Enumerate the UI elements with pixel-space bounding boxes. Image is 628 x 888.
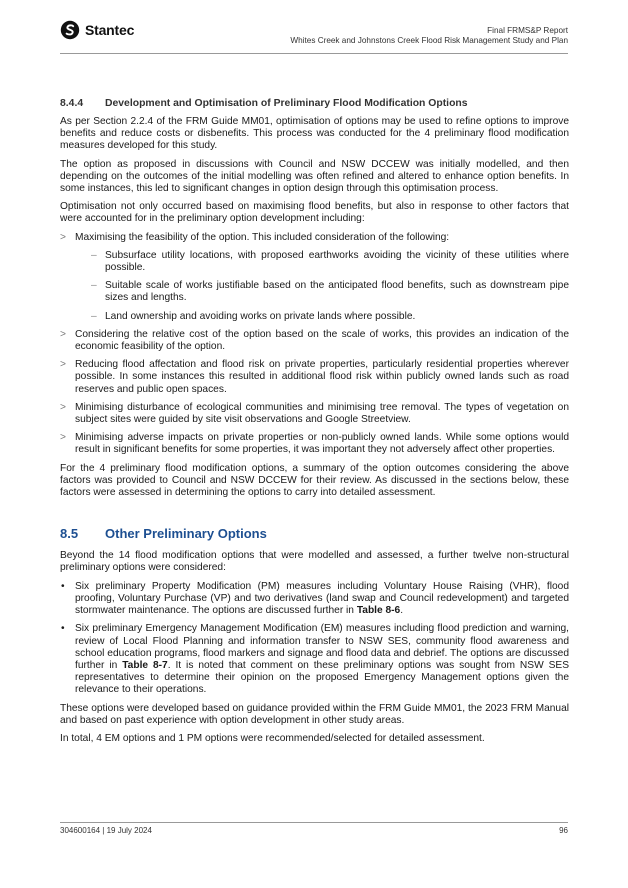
dot-bullet-icon: •: [61, 623, 65, 635]
list-item: [60, 359, 569, 396]
paragraph: In total, 4 EM options and 1 PM options were recommended/selected for detailed assessment.: [60, 732, 485, 744]
paragraph: These options were developed based on guidance provided within the FRM Guide MM01, the 2023 FRM Manual and based on past experience with option development in other study areas.: [60, 702, 569, 726]
table-reference-link[interactable]: Table 8-7: [122, 659, 168, 671]
paragraph: As per Section 2.2.4 of the FRM Guide MM01, optimisation of options may be used to refine options to improve benefits and reduce costs or disbenefits. This process was conducted for the 4 preliminary flood modification measures developed for this study.: [60, 116, 569, 152]
stantec-logo: [60, 20, 134, 40]
sub-list-item-text: Land ownership and avoiding works on private lands where possible.: [105, 310, 416, 322]
chevron-bullet-icon: >: [60, 432, 66, 444]
sub-list-item: [75, 280, 569, 304]
list-item-text: .: [400, 605, 404, 617]
report-subtitle: Whites Creek and Johnstons Creek Flood Risk Management Study and Plan: [290, 36, 568, 45]
page-content: [60, 97, 569, 751]
options-list: [60, 581, 569, 697]
list-item-text: Minimising adverse impacts on private properties or non-publicly owned lands. While some options would result in significant benefits for some properties, it was important they not adversely affect other properties.: [75, 432, 569, 456]
list-item-text: . It is noted that comment on these preliminary options was sought from NSW SES representatives to determine their opinion on the proposed Emergency Management options given the relevance to their operations.: [75, 659, 569, 696]
list-item: [60, 432, 569, 456]
paragraph: Optimisation not only occurred based on maximising flood benefits, but also in response to other factors that were accounted for in the preliminary option development including:: [60, 201, 569, 225]
report-title: Final FRMS&P Report: [487, 26, 568, 35]
list-item: [60, 329, 569, 353]
report-header-info: [290, 26, 568, 46]
dot-bullet-icon: •: [61, 580, 65, 592]
sub-list-item: [75, 250, 569, 274]
page-number: 96: [559, 826, 568, 835]
footer-divider: [60, 822, 568, 823]
list-item: [60, 232, 569, 323]
section-title: Development and Optimisation of Preliminary Flood Modification Options: [105, 98, 468, 109]
list-item-text: Six preliminary Property Modification (PM) measures including Voluntary House Raising (VHR), flood proofing, Voluntary Purchase (VP) and two derivatives (land swap and Council redevelopment) and targeted stormwater maintenance. The options are discussed further in: [75, 580, 569, 617]
logo-text: Stantec: [85, 22, 135, 38]
dash-bullet-icon: –: [91, 280, 97, 292]
document-reference: 304600164 | 19 July 2024: [60, 826, 152, 835]
dash-bullet-icon: –: [91, 249, 97, 261]
list-item-text: Reducing flood affectation and flood risk on private properties, particularly residential properties wherever possible. In some instances this resulted in additional flood risk within publicly owned lands such as road reserves and public open spaces.: [75, 359, 569, 395]
list-item-text: Maximising the feasibility of the option. This included consideration of the following:: [75, 231, 450, 243]
section-8-5-heading: [60, 526, 569, 542]
chevron-bullet-icon: >: [60, 401, 66, 413]
list-item-text: Six preliminary Emergency Management Modification (EM) measures including flood prediction and warning, review of Local Flood Planning and information transfer to NSW SES, community flood awareness and school education programs, flood markers and signage and flood data and debrief. The options are discussed further in: [75, 623, 569, 671]
stantec-logo-icon: [60, 20, 80, 40]
sub-list: [75, 250, 569, 323]
section-number: 8.5: [60, 526, 79, 542]
section-8-4-4-heading: [60, 97, 569, 110]
dash-bullet-icon: –: [91, 310, 97, 322]
chevron-bullet-icon: >: [60, 328, 66, 340]
list-item-text: Considering the relative cost of the option based on the scale of works, this provides an indication of the economic feasibility of the option.: [75, 328, 569, 353]
section-number: 8.4.4: [60, 98, 84, 109]
sub-list-item: [75, 311, 569, 323]
paragraph: Beyond the 14 flood modification options that were modelled and assessed, a further twelve non-structural preliminary options were considered:: [60, 550, 569, 574]
factor-list: [60, 232, 569, 457]
list-item: [60, 623, 569, 696]
chevron-bullet-icon: >: [60, 231, 66, 243]
list-item: [60, 402, 569, 426]
list-item-text: Minimising disturbance of ecological communities and minimising tree removal. The types of vegetation on subject sites were guided by site visit observations and Google Streetview.: [75, 401, 569, 426]
page-header: [60, 18, 568, 54]
sub-list-item-text: Subsurface utility locations, with proposed earthworks avoiding the vicinity of these utilities where possible.: [105, 249, 569, 274]
chevron-bullet-icon: >: [60, 359, 66, 371]
section-title: Other Preliminary Options: [105, 526, 267, 542]
list-item: [60, 581, 569, 618]
paragraph: For the 4 preliminary flood modification options, a summary of the option outcomes considering the above factors was provided to Council and NSW DCCEW for their review. As discussed in the sections below, these factors were assessed in determining the options to carry into detailed assessment.: [60, 462, 569, 499]
header-divider: [60, 53, 568, 54]
table-reference-link[interactable]: Table 8-6: [356, 605, 401, 617]
sub-list-item-text: Suitable scale of works justifiable based on the anticipated flood benefits, such as downstream pipe sizes and lengths.: [105, 280, 569, 304]
paragraph: The option as proposed in discussions with Council and NSW DCCEW was initially modelled, and then depending on the outcomes of the initial modelling was often refined and altered to enhance option benefits. In some instances, this led to significant changes in option design through this optimisation process.: [60, 158, 569, 195]
